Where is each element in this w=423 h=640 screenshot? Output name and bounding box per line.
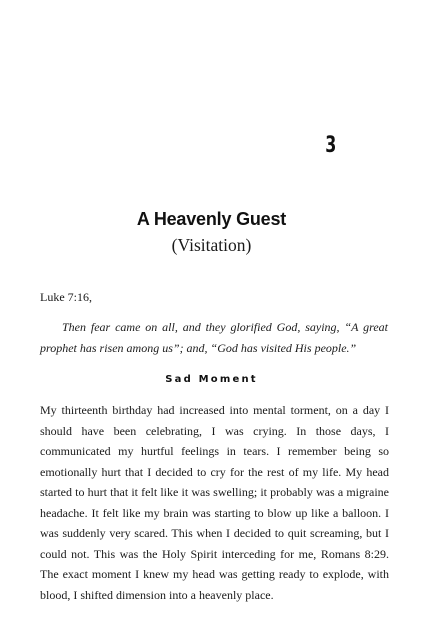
scripture-quote: Then fear came on all, and they glorified God, saying, “A great prophet has risen among us”; and, “God has visited His people.” [40, 320, 388, 355]
section-heading: Sad Moment [165, 374, 258, 385]
chapter-subtitle: (Visitation) [171, 235, 252, 255]
chapter-number: 3 [324, 133, 336, 158]
scripture-reference: Luke 7:16, [40, 290, 92, 304]
chapter-title: A Heavenly Guest [136, 209, 287, 229]
body-paragraph: My thirteenth birthday had increased into mental torment, on a day I should have been celebrating, I was crying. In those days, I communicated my hurtful feelings in tears. I remember being so emotionally hurt that I decided to cry for the rest of my life. My head started to hurt that it felt like it was swelling; it probably was a migraine headache. It felt like my brain was starting to blow up like a balloon. I was suddenly very scared. This when I decided to quit screaming, but I could not. This was the Holy Spirit interceding for me, Romans 8:29. The exact moment I knew my head was getting ready to explode, with blood, I shifted dimension into a heavenly place. [40, 403, 389, 602]
